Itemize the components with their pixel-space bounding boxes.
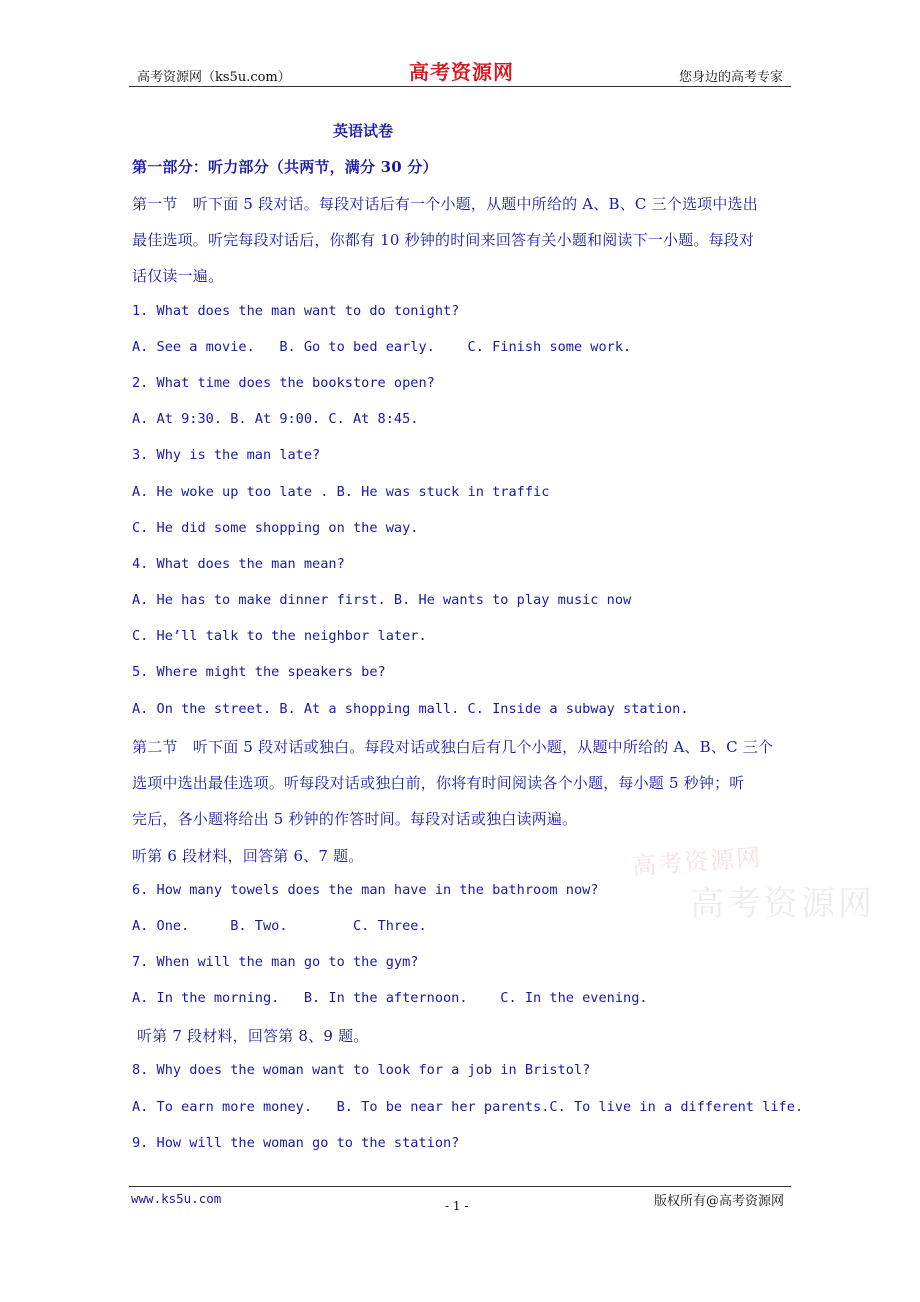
question-4: 4. What does the man mean?: [132, 556, 345, 572]
options-4-cont: C. He’ll talk to the neighbor later.: [132, 628, 427, 644]
section-heading-part1: 第一部分：听力部分（共两节，满分 30 分）: [132, 158, 438, 176]
options-4: A. He has to make dinner first. B. He wants to play music now: [132, 592, 632, 608]
header-site-name: 高考资源网（ks5u.com）: [137, 70, 291, 85]
options-8: A. To earn more money. B. To be near her parents.C. To live in a different life.: [132, 1099, 804, 1115]
question-1: 1. What does the man want to do tonight?: [132, 303, 460, 319]
options-3: A. He woke up too late . B. He was stuck in traffic: [132, 484, 550, 500]
question-5: 5. Where might the speakers be?: [132, 664, 386, 680]
page-header: [129, 58, 791, 88]
question-6: 6. How many towels does the man have in the bathroom now?: [132, 882, 599, 898]
question-3: 3. Why is the man late?: [132, 447, 321, 463]
options-7: A. In the morning. B. In the afternoon. C. In the evening.: [132, 990, 648, 1006]
instruction-line: 第二节 听下面 5 段对话或独白。每段对话或独白后有几个小题，从题中所给的 A、B、C 三个: [132, 738, 774, 756]
watermark-logo: 高考资源网: [690, 884, 875, 924]
instruction-line: 选项中选出最佳选项。听每段对话或独白前，你将有时间阅读各个小题，每小题 5 秒钟；听: [132, 774, 745, 792]
question-7: 7. When will the man go to the gym?: [132, 954, 419, 970]
material-heading: 听第 7 段材料，回答第 8、9 题。: [132, 1027, 369, 1045]
instruction-line: 完后，各小题将给出 5 秒钟的作答时间。每段对话或独白读两遍。: [132, 810, 578, 828]
question-9: 9. How will the woman go to the station?: [132, 1135, 460, 1151]
question-2: 2. What time does the bookstore open?: [132, 375, 435, 391]
document-title: 英语试卷: [333, 122, 394, 140]
watermark-logo: 高考资源网: [631, 843, 763, 881]
options-2: A. At 9:30. B. At 9:00. C. At 8:45.: [132, 411, 419, 427]
instruction-line: 第一节 听下面 5 段对话。每段对话后有一个小题，从题中所给的 A、B、C 三个选项中选出: [132, 195, 758, 213]
footer-copyright: 版权所有@高考资源网: [653, 1194, 784, 1209]
instruction-line: 话仅读一遍。: [132, 267, 224, 285]
header-logo: 高考资源网: [409, 60, 514, 84]
footer-divider: [129, 1186, 791, 1187]
options-3-cont: C. He did some shopping on the way.: [132, 520, 419, 536]
header-slogan: 您身边的高考专家: [678, 70, 783, 85]
options-6: A. One. B. Two. C. Three.: [132, 918, 427, 934]
page-number: - 1 -: [445, 1199, 469, 1213]
options-5: A. On the street. B. At a shopping mall. C. Inside a subway station.: [132, 701, 689, 717]
material-heading: 听第 6 段材料，回答第 6、7 题。: [132, 847, 364, 865]
header-divider: [129, 86, 791, 87]
options-1: A. See a movie. B. Go to bed early. C. Finish some work.: [132, 339, 632, 355]
footer-website: www.ks5u.com: [131, 1191, 222, 1206]
question-8: 8. Why does the woman want to look for a job in Bristol?: [132, 1062, 591, 1078]
instruction-line: 最佳选项。听完每段对话后，你都有 10 秒钟的时间来回答有关小题和阅读下一小题。每段对: [132, 231, 755, 249]
